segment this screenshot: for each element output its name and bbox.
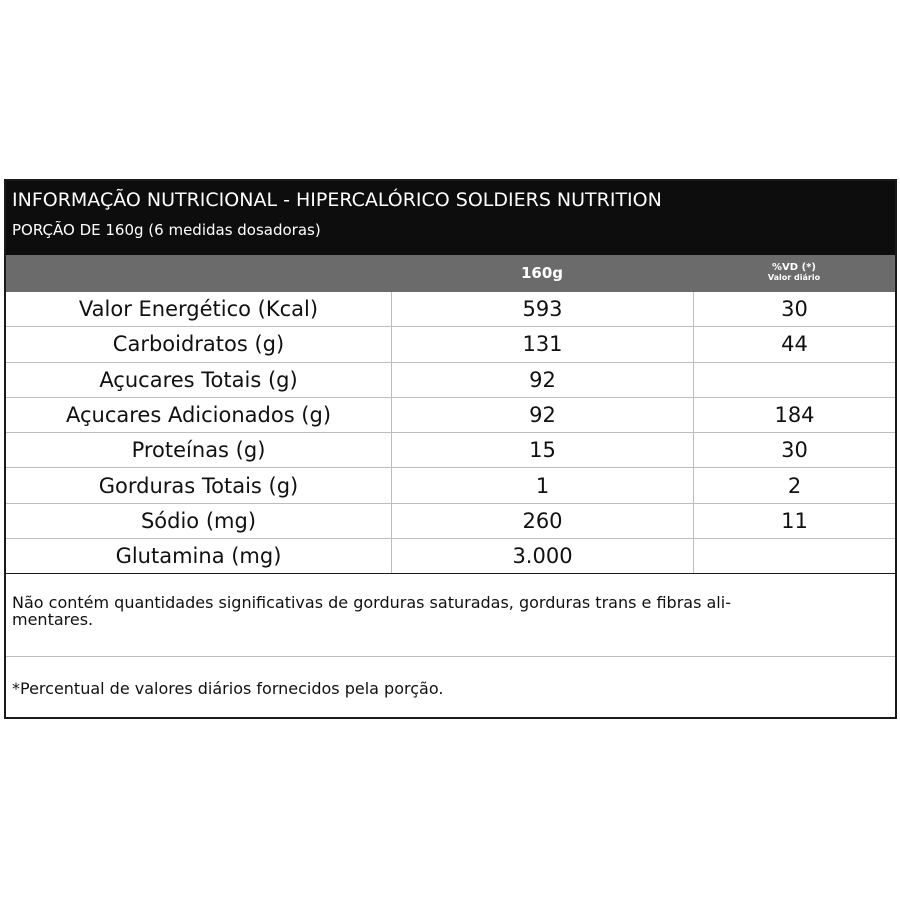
nutrient-quantity: 593 — [391, 292, 693, 326]
table-row — [6, 327, 895, 362]
nutrient-daily-value: 11 — [693, 504, 895, 538]
column-header-row — [6, 255, 895, 291]
nutrient-rows — [6, 291, 895, 574]
nutrient-name: Gorduras Totais (g) — [98, 473, 299, 498]
table-row — [6, 539, 895, 574]
nutrient-name: Açucares Adicionados (g) — [65, 403, 332, 428]
nutrient-daily-value: 30 — [693, 433, 895, 467]
table-row — [6, 468, 895, 503]
nutrient-quantity: 92 — [391, 398, 693, 432]
nutrient-name: Carboidratos (g) — [112, 332, 285, 357]
nutrient-quantity: 260 — [391, 504, 693, 538]
nutrient-quantity: 92 — [391, 363, 693, 397]
serving-size: PORÇÃO DE 160g (6 medidas dosadoras) — [12, 221, 321, 239]
daily-value-label: %VD (*) — [772, 262, 816, 273]
nutrient-quantity: 1 — [391, 468, 693, 502]
table-row — [6, 363, 895, 398]
table-row — [6, 433, 895, 468]
nutrient-name: Açucares Totais (g) — [99, 367, 298, 392]
table-row — [6, 292, 895, 327]
nutrient-quantity: 131 — [391, 327, 693, 361]
table-row — [6, 504, 895, 539]
nutrient-name: Valor Energético (Kcal) — [78, 297, 319, 322]
table-header — [6, 181, 895, 255]
column-header-daily-value — [693, 263, 895, 283]
not-significant-note-line-1: Não contém quantidades significativas de gorduras saturadas, gorduras trans e fibras ali- — [12, 593, 731, 613]
nutrient-quantity: 15 — [391, 433, 693, 467]
nutrient-quantity: 3.000 — [391, 539, 693, 573]
nutrient-name: Glutamina (mg) — [115, 544, 282, 569]
nutrient-daily-value — [693, 539, 895, 573]
nutrient-daily-value: 184 — [693, 398, 895, 432]
column-header-quantity: 160g — [520, 264, 564, 282]
nutrient-daily-value: 2 — [693, 468, 895, 502]
table-title: INFORMAÇÃO NUTRICIONAL - HIPERCALÓRICO SOLDIERS NUTRITION — [12, 189, 662, 211]
nutrient-name: Sódio (mg) — [140, 508, 257, 533]
table-row — [6, 398, 895, 433]
nutrition-facts-table — [4, 179, 897, 719]
daily-value-sublabel: Valor diário — [767, 273, 821, 282]
nutrient-daily-value: 44 — [693, 327, 895, 361]
nutrient-name: Proteínas (g) — [131, 438, 266, 463]
nutrient-daily-value: 30 — [693, 292, 895, 326]
not-significant-note-line-2: mentares. — [12, 610, 94, 630]
daily-value-footnote: *Percentual de valores diários fornecidos pela porção. — [12, 679, 444, 699]
not-significant-note — [6, 574, 895, 657]
nutrient-daily-value — [693, 363, 895, 397]
